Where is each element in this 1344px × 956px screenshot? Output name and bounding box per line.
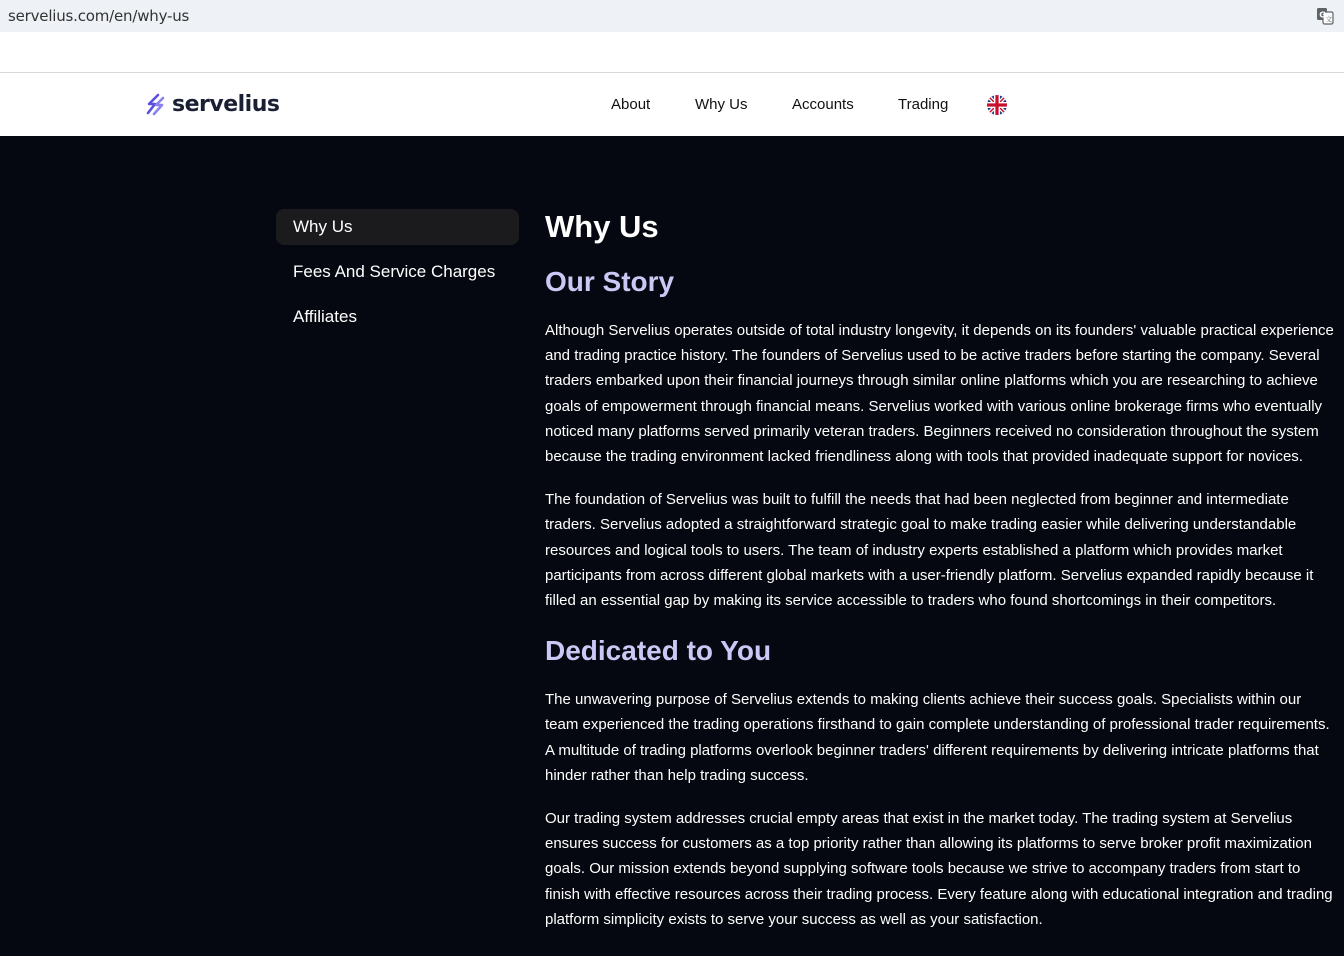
- translate-icon[interactable]: [1316, 7, 1334, 25]
- svg-text:G: G: [1319, 10, 1326, 20]
- sidebar-item-why-us[interactable]: Why Us: [276, 209, 519, 245]
- site-header: [0, 73, 1344, 136]
- url-text[interactable]: servelius.com/en/why-us: [8, 7, 190, 25]
- page-title: Why Us: [545, 209, 659, 244]
- svg-text:文: 文: [1325, 15, 1333, 24]
- top-banner-area: [0, 32, 1344, 73]
- uk-flag-icon[interactable]: [987, 95, 1007, 115]
- nav-link-why-us[interactable]: Why Us: [695, 96, 748, 113]
- paragraph: Although Servelius operates outside of total industry longevity, it depends on its founders' valuable practical experience and trading practice history. The founders of Servelius used to be active traders before starting the company. Several traders embarked upon their financial journeys through similar online platforms which you are researching to achieve goals of empowerment through financial means. Servelius worked with various online brokerage firms who eventually noticed many platforms served primarily veteran traders. Beginners received no consideration throughout the system because the trading environment lacked friendliness along with tools that provided inadequate support for novices.: [545, 322, 1334, 466]
- section-heading-dedicated: Dedicated to You: [545, 635, 772, 667]
- nav-link-accounts[interactable]: Accounts: [792, 96, 854, 113]
- paragraph: The unwavering purpose of Servelius extends to making clients achieve their success goals. Specialists within our team experienced the trading operations firsthand to gain complete understanding of professional trader requirements. A multitude of trading platforms overlook beginner traders' different requirements by delivering intricate platforms that hinder rather than help trading success.: [545, 691, 1330, 784]
- paragraph: The foundation of Servelius was built to fulfill the needs that had been neglected from beginner and intermediate traders. Servelius adopted a straightforward strategic goal to make trading easier while delivering understandable resources and logical tools to users. The team of industry experts established a platform which provides market participants from across different global markets with a user-friendly platform. Servelius expanded rapidly because it filled an essential gap by making its service accessible to traders who found shortcomings in their competitors.: [545, 491, 1314, 610]
- paragraph: Our trading system addresses crucial empty areas that exist in the market today. The trading system at Servelius ensures success for customers as a top priority rather than allowing its platforms to serve broker profit maximization goals. Our mission extends beyond supplying software tools because we strive to accompany traders from start to finish with effective resources across their trading process. Every feature along with educational integration and trading platform simplicity exists to serve your success as well as your satisfaction.: [545, 810, 1333, 928]
- nav-link-about[interactable]: About: [611, 96, 651, 113]
- browser-address-bar[interactable]: [0, 0, 1344, 32]
- servelius-logo-icon: [145, 93, 167, 117]
- sidebar-item-fees[interactable]: Fees And Service Charges: [293, 262, 496, 281]
- sidebar-nav: [276, 209, 519, 344]
- article: [545, 208, 1335, 932]
- section-heading-our-story: Our Story: [545, 266, 675, 297]
- sidebar-item-affiliates[interactable]: Affiliates: [293, 307, 357, 326]
- brand-name: servelius: [172, 92, 280, 117]
- nav-link-trading[interactable]: Trading: [898, 96, 949, 113]
- brand-logo[interactable]: [145, 92, 279, 117]
- main-content-area: [0, 136, 1344, 956]
